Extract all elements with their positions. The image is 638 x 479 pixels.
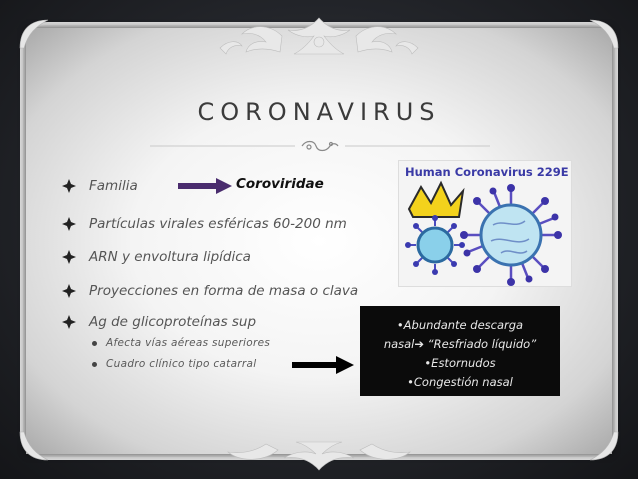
- flourish-divider: [150, 138, 490, 154]
- corner-ornament-icon: [14, 426, 54, 466]
- right-arrow-icon: [292, 356, 354, 374]
- info-line-2-start: nasal: [383, 337, 415, 351]
- dot-bullet-icon: [92, 362, 97, 367]
- diamond-bullet-icon: [62, 179, 76, 193]
- subbullet-label: Cuadro clínico tipo catarral: [106, 358, 257, 370]
- virus-icon: [460, 184, 562, 286]
- info-line-2: [360, 335, 560, 354]
- family-value: Coroviridae: [236, 176, 324, 192]
- top-ornament-icon: [190, 14, 448, 60]
- flourish-icon: [302, 142, 338, 151]
- diamond-bullet-icon: [62, 284, 76, 298]
- corner-ornament-icon: [584, 14, 624, 54]
- bullet-label: ARN y envoltura lipídica: [89, 249, 251, 265]
- bullet-label: Familia: [89, 178, 138, 194]
- subbullet-vias: [92, 337, 270, 349]
- bottom-ornament-icon: [170, 440, 468, 472]
- bullet-label: Proyecciones en forma de masa o clava: [89, 283, 359, 299]
- right-arrow-icon: [178, 178, 232, 194]
- crown-icon: [409, 183, 463, 217]
- virus-drawing: [399, 161, 571, 286]
- image-caption: Human Coronavirus 229E: [405, 165, 569, 179]
- slide-title: CORONAVIRUS: [197, 98, 441, 126]
- bullet-label: Ag de glicoproteínas sup: [89, 314, 257, 330]
- info-line-2-end: “Resfriado líquido”: [424, 337, 537, 351]
- subbullet-cuadro: [92, 358, 256, 370]
- info-line-3: •Estornudos: [424, 356, 496, 370]
- corner-ornament-icon: [14, 14, 54, 54]
- virus-illustration: [398, 160, 572, 287]
- corner-ornament-icon: [584, 426, 624, 466]
- diamond-bullet-icon: [62, 250, 76, 264]
- virus-icon: [405, 215, 465, 275]
- info-box: [360, 306, 560, 396]
- bullet-label: Partículas virales esféricas 60-200 nm: [89, 216, 347, 232]
- info-line-1: •Abundante descarga: [396, 318, 524, 332]
- dot-bullet-icon: [92, 341, 97, 346]
- diamond-bullet-icon: [62, 217, 76, 231]
- right-arrow-icon: ➔: [414, 337, 425, 351]
- diamond-bullet-icon: [62, 315, 76, 329]
- subbullet-label: Afecta vías aéreas superiores: [106, 337, 271, 349]
- info-line-4: •Congestión nasal: [407, 375, 513, 389]
